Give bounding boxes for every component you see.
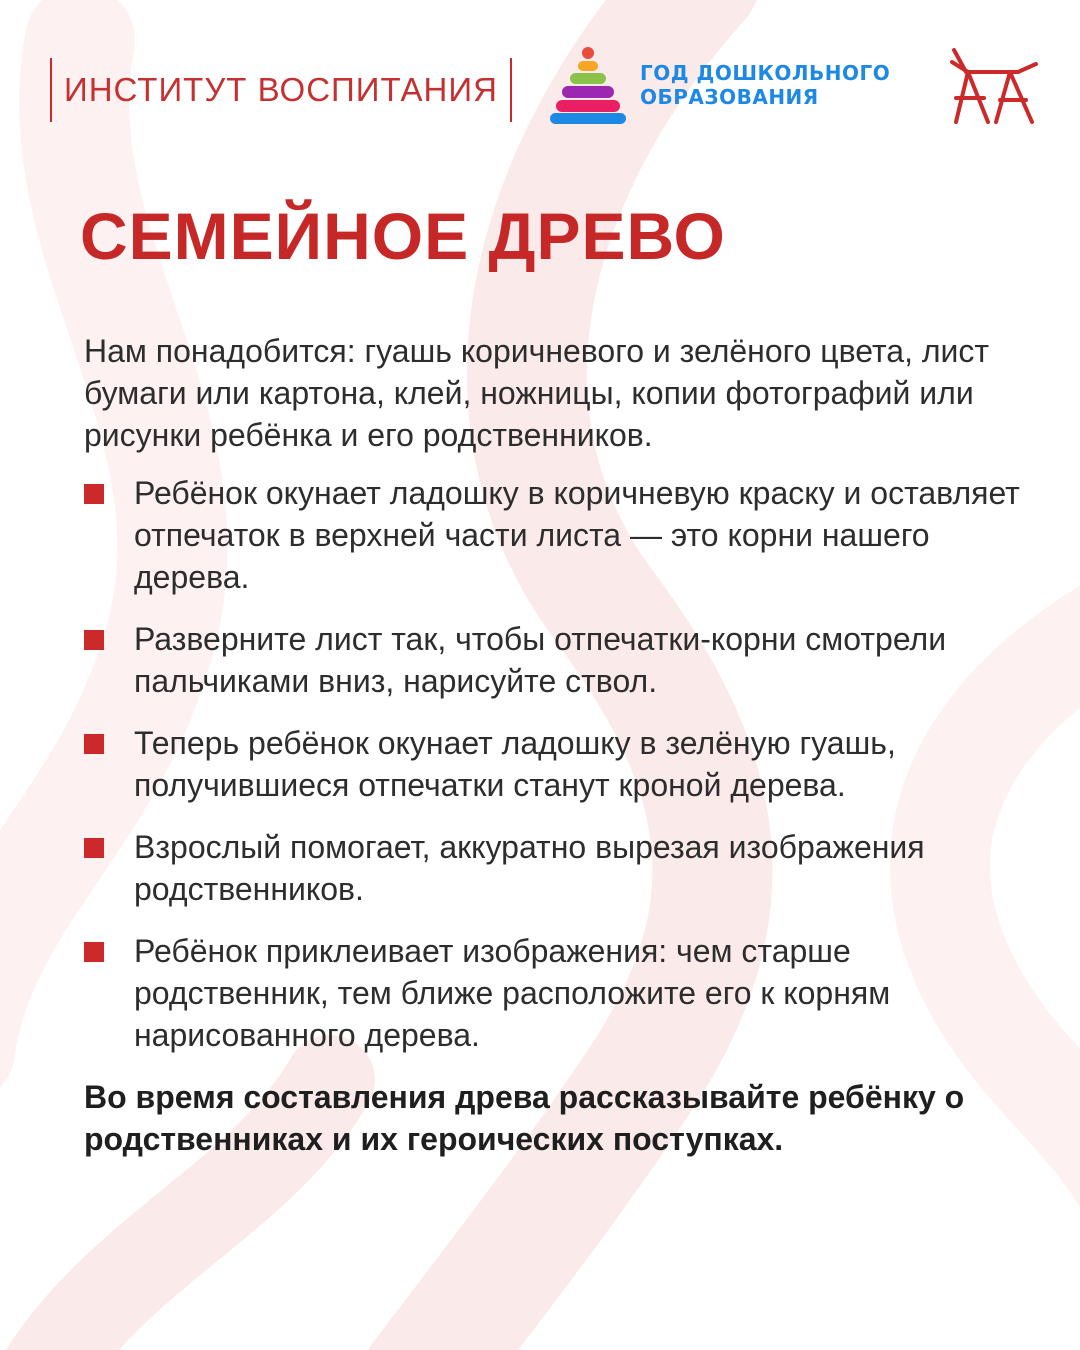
step-text: Ребёнок приклеивает изображения: чем старше родственник, тем ближе расположите его к корням нарисованного дерева. — [134, 933, 891, 1053]
toy-pyramid-icon — [550, 45, 626, 125]
step-text: Взрослый помогает, аккуратно вырезая изображения родственников. — [134, 829, 925, 907]
horse-chair-icon — [948, 44, 1040, 126]
step-text: Теперь ребёнок окунает ладошку в зелёную гуашь, получившиеся отпечатки станут кроной дерева. — [134, 725, 896, 803]
materials-intro: Нам понадобится: гуашь коричневого и зелёного цвета, лист бумаги или картона, клей, ножницы, копии фотографий или рисунки ребёнка и его родственников. — [84, 333, 990, 453]
list-item — [84, 618, 1034, 702]
institute-left-bar — [50, 58, 52, 122]
year-of-preschool-logo — [550, 45, 890, 125]
bullet-square-icon — [84, 838, 104, 858]
closing-advice: Во время составления древа рассказывайте ребёнку о родственниках и их героических поступках. — [84, 1079, 965, 1157]
list-item — [84, 930, 1034, 1056]
bullet-square-icon — [84, 734, 104, 754]
year-logo-text — [640, 61, 890, 109]
year-logo-line1: ГОД ДОШКОЛЬНОГО — [640, 61, 891, 85]
step-text: Разверните лист так, чтобы отпечатки-корни смотрели пальчиками вниз, нарисуйте ствол. — [134, 621, 947, 699]
steps-list — [84, 472, 1034, 1056]
bullet-square-icon — [84, 484, 104, 504]
list-item — [84, 472, 1034, 598]
list-item — [84, 826, 1034, 910]
page-title: СЕМЕЙНОЕ ДРЕВО — [80, 199, 726, 273]
institute-name: ИНСТИТУТ ВОСПИТАНИЯ — [64, 71, 498, 108]
year-logo-line2: ОБРАЗОВАНИЯ — [640, 85, 819, 109]
bullet-square-icon — [84, 942, 104, 962]
instructions — [84, 330, 1034, 1160]
institute-right-bar — [510, 58, 512, 122]
institute-logo — [50, 58, 512, 122]
step-text: Ребёнок окунает ладошку в коричневую краску и оставляет отпечаток в верхней части листа — это корни нашего дерева. — [134, 475, 1020, 595]
list-item — [84, 722, 1034, 806]
header — [0, 0, 1080, 160]
bullet-square-icon — [84, 630, 104, 650]
